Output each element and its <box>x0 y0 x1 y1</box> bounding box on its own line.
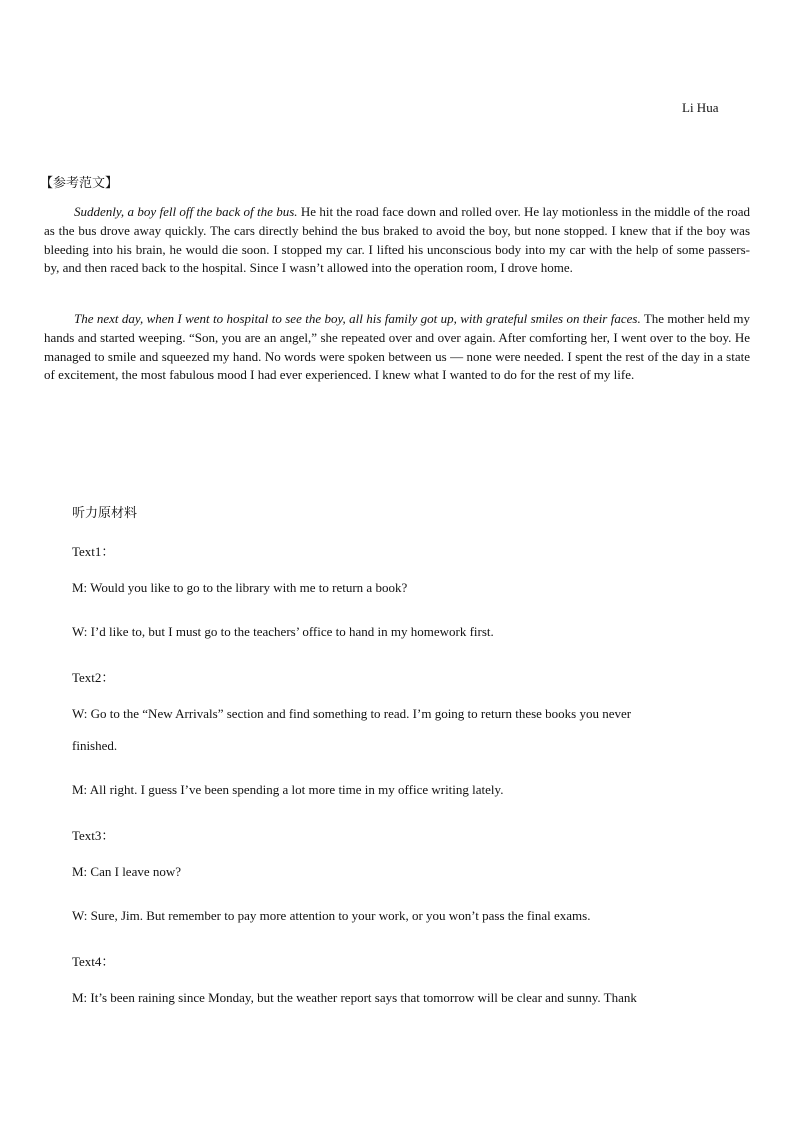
dialogue-line: W: Go to the “New Arrivals” section and find something to read. I’m going to return these books you never <box>72 706 632 721</box>
essay-paragraph-2 <box>44 310 750 385</box>
author-name: Li Hua <box>682 100 719 115</box>
text-label: Text4： <box>72 954 115 969</box>
dialogue-line: M: All right. I guess I’ve been spending a lot more time in my office writing lately. <box>72 782 504 797</box>
dialogue-line-continuation: finished. <box>72 738 118 753</box>
paragraph-2-lead-sentence: The next day, when I went to hospital to see the boy, all his family got up, with grateful smiles on their faces. <box>74 311 641 326</box>
text-label: Text1： <box>72 544 115 559</box>
essay-section-title: 【参考范文】 <box>40 176 119 191</box>
dialogue-line: M: Can I leave now? <box>72 864 182 879</box>
text-label: Text3： <box>72 828 115 843</box>
dialogue-line: M: It’s been raining since Monday, but the weather report says that tomorrow will be clear and sunny. Thank <box>72 990 637 1005</box>
paragraph-1-body: He hit the road face down and rolled over. He lay motionless in the middle of the road as the bus drove away quickly. The cars directly behind the bus braked to avoid the boy, but none stopped. I knew that if the boy was bleeding into his brain, he would die soon. I stopped my car. I lifted his unconscious body into my car with the help of some passers-by, and then raced back to the hospital. Since I wasn’t allowed into the operation room, I drove home. <box>44 204 750 276</box>
paragraph-2-body: The mother held my hands and started weeping. “Son, you are an angel,” she repeated over and over again. After comforting her, I went over to the boy. He managed to smile and squeezed my hand. No words were spoken between us — none were needed. I spent the rest of the day in a state of excitement, the most fabulous mood I had ever experienced. I knew what I wanted to do for the rest of my life. <box>44 311 750 383</box>
dialogue-line: M: Would you like to go to the library with me to return a book? <box>72 580 408 595</box>
text-label: Text2： <box>72 670 115 685</box>
essay-paragraph-1 <box>44 203 750 278</box>
listening-section-title: 听力原材料 <box>72 506 138 521</box>
dialogue-line: W: Sure, Jim. But remember to pay more attention to your work, or you won’t pass the final exams. <box>72 908 591 923</box>
dialogue-line: W: I’d like to, but I must go to the teachers’ office to hand in my homework first. <box>72 624 494 639</box>
paragraph-1-lead-sentence: Suddenly, a boy fell off the back of the bus. <box>74 204 298 219</box>
